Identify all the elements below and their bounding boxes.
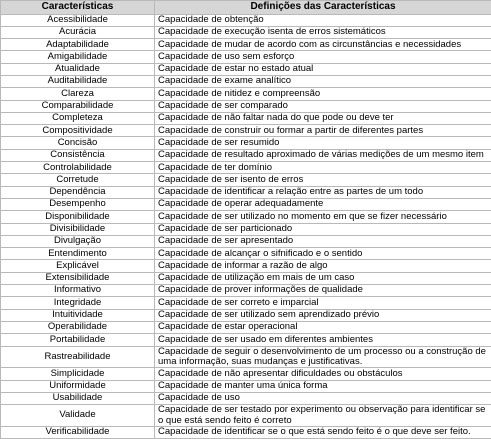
table-row [1, 334, 491, 346]
characteristic-definition-cell[interactable]: Capacidade de construir ou formar a partir de diferentes partes [155, 125, 491, 137]
characteristic-definition-cell[interactable]: Capacidade de não apresentar dificuldades ou obstáculos [155, 368, 491, 380]
characteristic-name-cell[interactable]: Clareza [1, 88, 155, 100]
table-row [1, 63, 491, 75]
characteristic-name-cell[interactable]: Disponibilidade [1, 211, 155, 223]
table-row [1, 186, 491, 198]
characteristic-definition-cell[interactable]: Capacidade de exame analítico [155, 75, 491, 87]
table-row [1, 260, 491, 272]
characteristic-name-cell[interactable]: Usabilidade [1, 392, 155, 404]
table-row [1, 14, 491, 26]
characteristic-definition-cell[interactable]: Capacidade de informar a razão de algo [155, 260, 491, 272]
table-row [1, 427, 491, 439]
characteristic-definition-cell[interactable]: Capacidade de uso sem esforço [155, 51, 491, 63]
characteristic-name-cell[interactable]: Validade [1, 405, 155, 427]
table-row [1, 346, 491, 368]
characteristic-name-cell[interactable]: Uniformidade [1, 380, 155, 392]
characteristic-name-cell[interactable]: Comparabilidade [1, 100, 155, 112]
characteristic-name-cell[interactable]: Integridade [1, 297, 155, 309]
characteristic-definition-cell[interactable]: Capacidade de manter uma única forma [155, 380, 491, 392]
characteristic-name-cell[interactable]: Compositividade [1, 125, 155, 137]
characteristic-name-cell[interactable]: Divulgação [1, 235, 155, 247]
table-row [1, 380, 491, 392]
characteristic-name-cell[interactable]: Corretude [1, 174, 155, 186]
characteristic-name-cell[interactable]: Dependência [1, 186, 155, 198]
characteristic-definition-cell[interactable]: Capacidade de mudar de acordo com as circunstâncias e necessidades [155, 39, 491, 51]
characteristic-definition-cell[interactable]: Capacidade de uso [155, 392, 491, 404]
characteristic-definition-cell[interactable]: Capacidade de estar operacional [155, 321, 491, 333]
characteristic-definition-cell[interactable]: Capacidade de ter domínio [155, 162, 491, 174]
characteristic-name-cell[interactable]: Extensibilidade [1, 272, 155, 284]
characteristic-name-cell[interactable]: Acurácia [1, 26, 155, 38]
table-row [1, 198, 491, 210]
characteristic-name-cell[interactable]: Amigabilidade [1, 51, 155, 63]
characteristic-name-cell[interactable]: Completeza [1, 112, 155, 124]
characteristic-name-cell[interactable]: Divisibilidade [1, 223, 155, 235]
characteristic-name-cell[interactable]: Controlabilidade [1, 162, 155, 174]
table-row [1, 223, 491, 235]
characteristic-definition-cell[interactable]: Capacidade de não faltar nada do que pode ou deve ter [155, 112, 491, 124]
characteristic-definition-cell[interactable]: Capacidade de ser correto e imparcial [155, 297, 491, 309]
characteristic-definition-cell[interactable]: Capacidade de prover informações de qualidade [155, 285, 491, 297]
characteristic-name-cell[interactable]: Explicável [1, 260, 155, 272]
characteristic-name-cell[interactable]: Simplicidade [1, 368, 155, 380]
table-row [1, 248, 491, 260]
table-row [1, 285, 491, 297]
table-row [1, 321, 491, 333]
characteristic-definition-cell[interactable]: Capacidade de ser resumido [155, 137, 491, 149]
table-row [1, 405, 491, 427]
table-row [1, 26, 491, 38]
table-row [1, 392, 491, 404]
table-row [1, 149, 491, 161]
table-row [1, 272, 491, 284]
characteristic-name-cell[interactable]: Adaptabilidade [1, 39, 155, 51]
characteristic-name-cell[interactable]: Portabilidade [1, 334, 155, 346]
characteristic-definition-cell[interactable]: Capacidade de ser utilizado sem aprendizado prévio [155, 309, 491, 321]
characteristic-name-cell[interactable]: Intuitividade [1, 309, 155, 321]
characteristic-definition-cell[interactable]: Capacidade de obtenção [155, 14, 491, 26]
table-row [1, 88, 491, 100]
characteristic-definition-cell[interactable]: Capacidade de utilização em mais de um caso [155, 272, 491, 284]
table-row [1, 137, 491, 149]
characteristic-name-cell[interactable]: Entendimento [1, 248, 155, 260]
table-row [1, 125, 491, 137]
characteristic-definition-cell[interactable]: Capacidade de resultado aproximado de várias medições de um mesmo item [155, 149, 491, 161]
characteristic-definition-cell[interactable]: Capacidade de ser particionado [155, 223, 491, 235]
table-row [1, 162, 491, 174]
characteristic-definition-cell[interactable]: Capacidade de estar no estado atual [155, 63, 491, 75]
characteristic-name-cell[interactable]: Informativo [1, 285, 155, 297]
table-row [1, 174, 491, 186]
table-row [1, 51, 491, 63]
table-body [1, 14, 491, 439]
characteristic-name-cell[interactable]: Rastreabilidade [1, 346, 155, 368]
characteristic-definition-cell[interactable]: Capacidade de identificar se o que está sendo feito é o que deve ser feito. [155, 427, 491, 439]
table-row [1, 309, 491, 321]
table-row [1, 211, 491, 223]
characteristic-name-cell[interactable]: Desempenho [1, 198, 155, 210]
header-characteristics[interactable]: Características [1, 1, 155, 15]
table-row [1, 39, 491, 51]
table-row [1, 100, 491, 112]
characteristic-definition-cell[interactable]: Capacidade de execução isenta de erros sistemáticos [155, 26, 491, 38]
table-row [1, 112, 491, 124]
characteristic-definition-cell[interactable]: Capacidade de ser testado por experimento ou observação para identificar se o que está sendo feito é correto [155, 405, 491, 427]
characteristic-definition-cell[interactable]: Capacidade de nitidez e compreensão [155, 88, 491, 100]
characteristic-definition-cell[interactable]: Capacidade de ser comparado [155, 100, 491, 112]
characteristic-definition-cell[interactable]: Capacidade de alcançar o sifnificado e o sentido [155, 248, 491, 260]
header-row [1, 1, 491, 15]
characteristic-name-cell[interactable]: Operabilidade [1, 321, 155, 333]
characteristic-definition-cell[interactable]: Capacidade de ser usado em diferentes ambientes [155, 334, 491, 346]
characteristic-name-cell[interactable]: Atualidade [1, 63, 155, 75]
table-row [1, 75, 491, 87]
characteristic-name-cell[interactable]: Consistência [1, 149, 155, 161]
characteristic-definition-cell[interactable]: Capacidade de ser utilizado no momento em que se fizer necessário [155, 211, 491, 223]
characteristic-definition-cell[interactable]: Capacidade de ser isento de erros [155, 174, 491, 186]
characteristic-definition-cell[interactable]: Capacidade de identificar a relação entre as partes de um todo [155, 186, 491, 198]
table-row [1, 368, 491, 380]
table-row [1, 235, 491, 247]
characteristic-definition-cell[interactable]: Capacidade de ser apresentado [155, 235, 491, 247]
characteristic-name-cell[interactable]: Concisão [1, 137, 155, 149]
characteristic-definition-cell[interactable]: Capacidade de seguir o desenvolvimento de um processo ou a construção de uma informação, suas mudanças e justificativas. [155, 346, 491, 368]
characteristic-name-cell[interactable]: Acessibilidade [1, 14, 155, 26]
table-row [1, 297, 491, 309]
characteristic-name-cell[interactable]: Auditabilidade [1, 75, 155, 87]
characteristic-name-cell[interactable]: Verificabilidade [1, 427, 155, 439]
header-definitions[interactable]: Definições das Características [155, 1, 491, 15]
characteristic-definition-cell[interactable]: Capacidade de operar adequadamente [155, 198, 491, 210]
